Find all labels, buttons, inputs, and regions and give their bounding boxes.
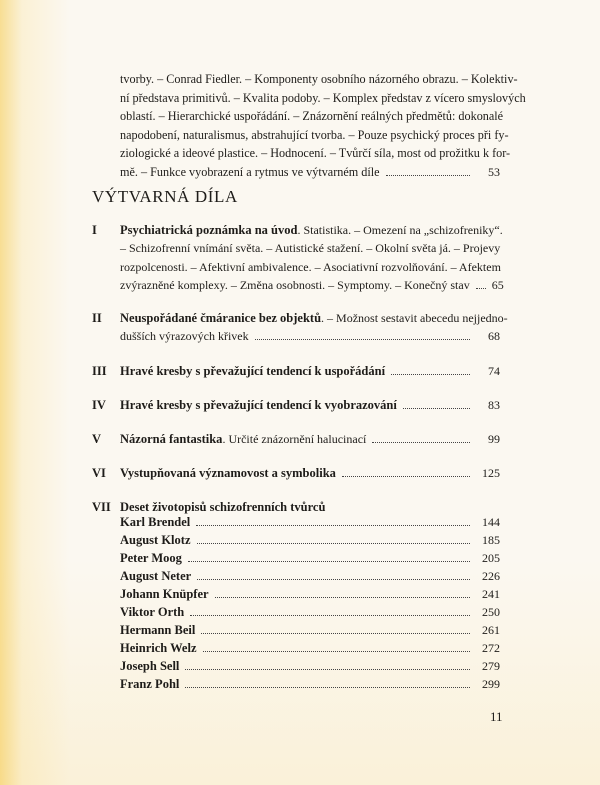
intro-line: oblastí. – Hierarchické uspořádání. – Znázornění reálných předmětů: dokonalé (120, 109, 504, 124)
page-number: 83 (488, 398, 500, 412)
toc-entry-vi (92, 464, 500, 482)
toc-entry-v (92, 430, 500, 448)
chapter-title: Vystupňovaná významovost a symbolika (120, 466, 336, 480)
leader-dots (372, 442, 470, 443)
chapter-number: IV (92, 398, 106, 412)
artist-name: August Neter (120, 569, 192, 583)
artist-name: Peter Moog (120, 551, 182, 565)
artist-name: Joseph Sell (120, 659, 180, 673)
leader-dots (342, 476, 470, 477)
page-number: 125 (482, 466, 500, 480)
leader-dots (386, 175, 470, 176)
toc-entry-iv (92, 396, 500, 414)
chapter-title: Hravé kresby s převažující tendencí k vyobrazování (120, 398, 397, 412)
leader-dots (403, 408, 470, 409)
chapter-number: V (92, 432, 102, 446)
leader-dots (188, 561, 470, 562)
page-number: 299 (482, 677, 500, 691)
leader-dots (196, 525, 470, 526)
page-number: 272 (482, 641, 500, 655)
biography-entry (120, 677, 500, 692)
biography-entry (120, 623, 500, 638)
section-heading: VÝTVARNÁ DÍLA (92, 187, 238, 206)
page-number: 250 (482, 605, 500, 619)
chapter-number: I (92, 223, 97, 237)
biography-entry (120, 533, 500, 548)
leader-dots (201, 633, 470, 634)
page-number: 65 (491, 278, 504, 293)
leader-dots (215, 597, 470, 598)
toc-entry-vii (92, 498, 500, 516)
page-number: 241 (482, 587, 500, 601)
entry-first-line (120, 221, 503, 239)
page-number: 68 (488, 329, 500, 344)
page-number: 185 (482, 533, 500, 547)
leader-dots (197, 543, 471, 544)
leader-dots (185, 669, 470, 670)
intro-line: tvorby. – Conrad Fiedler. – Komponenty osobního názorného obrazu. – Kolektiv- (120, 72, 518, 86)
biography-entry (120, 515, 500, 530)
chapter-title: Psychiatrická poznámka na úvod (120, 223, 298, 237)
entry-text: . Určité znázornění halucinací (222, 432, 367, 446)
biography-entry (120, 605, 500, 620)
artist-name: Heinrich Welz (120, 641, 197, 655)
toc-entry-ii (92, 309, 508, 346)
artist-name: Hermann Beil (120, 623, 196, 637)
biography-entry (120, 587, 500, 602)
leader-dots (203, 651, 471, 652)
page-number: 53 (488, 164, 500, 179)
page-number: 205 (482, 551, 500, 565)
biography-entry (120, 659, 500, 674)
leader-dots (391, 374, 470, 375)
toc-entry-i (92, 221, 504, 295)
page-number: 261 (482, 623, 500, 637)
chapter-number: III (92, 364, 107, 378)
intro-last-line (120, 163, 500, 182)
page-number: 144 (482, 515, 500, 529)
chapter-number: II (92, 311, 102, 325)
entry-last-line (120, 327, 500, 345)
page-number: 226 (482, 569, 500, 583)
leader-dots (190, 615, 470, 616)
chapter-number: VI (92, 466, 106, 480)
intro-last-text: mě. – Funkce vyobrazení a rytmus ve výtvarném díle (120, 164, 380, 179)
biography-entry (120, 641, 500, 656)
toc-entry-iii (92, 362, 500, 380)
entry-line: – Schizofrenní vnímání světa. – Autistické stažení. – Okolní světa já. – Projevy (120, 241, 501, 256)
page-number: 74 (488, 364, 500, 378)
leader-dots (476, 288, 486, 289)
entry-text: . – Možnost sestavit abecedu nejjedno- (321, 311, 508, 325)
chapter-title: Neuspořádané čmáranice bez objektů (120, 311, 322, 325)
leader-dots (185, 687, 470, 688)
page-number: 279 (482, 659, 500, 673)
entry-last-line (120, 276, 504, 294)
artist-name: Franz Pohl (120, 677, 180, 691)
leader-dots (197, 579, 470, 580)
leader-dots (255, 339, 470, 340)
page-number: 99 (488, 432, 500, 446)
folio-page-number: 11 (490, 709, 503, 724)
intro-line: ní představa primitivů. – Kvalita podoby. – Komplex představ z vícero smyslových (120, 90, 526, 105)
entry-text: dušších výrazových křivek (120, 329, 249, 344)
artist-name: Johann Knüpfer (120, 587, 209, 601)
artist-name: Viktor Orth (120, 605, 185, 619)
entry-text: zvýrazněné komplexy. – Změna osobnosti. – Symptomy. – Konečný stav (120, 278, 470, 293)
entry-text: . Statistika. – Omezení na „schizofreniky“. (297, 223, 503, 237)
chapter-title: Deset životopisů schizofrenních tvůrců (120, 500, 326, 514)
entry-line: rozpolcenosti. – Afektivní ambivalence. – Asociativní rozvolňování. – Afektem (120, 259, 501, 274)
intro-line: napodobení, naturalismus, abstrahující tvorba. – Pouze psychický proces při fy- (120, 127, 509, 142)
chapter-title: Hravé kresby s převažující tendencí k uspořádání (120, 364, 386, 378)
entry-first-line (120, 309, 508, 327)
biography-entry (120, 569, 500, 584)
chapter-title: Názorná fantastika (120, 432, 223, 446)
chapter-number: VII (92, 500, 111, 514)
biography-entry (120, 551, 500, 566)
artist-name: August Klotz (120, 533, 191, 547)
intro-continuation (120, 70, 526, 182)
intro-line: ziologické a ideové plastice. – Hodnocení. – Tvůrčí síla, most od prožitku k for- (120, 146, 511, 161)
artist-name: Karl Brendel (120, 515, 191, 529)
